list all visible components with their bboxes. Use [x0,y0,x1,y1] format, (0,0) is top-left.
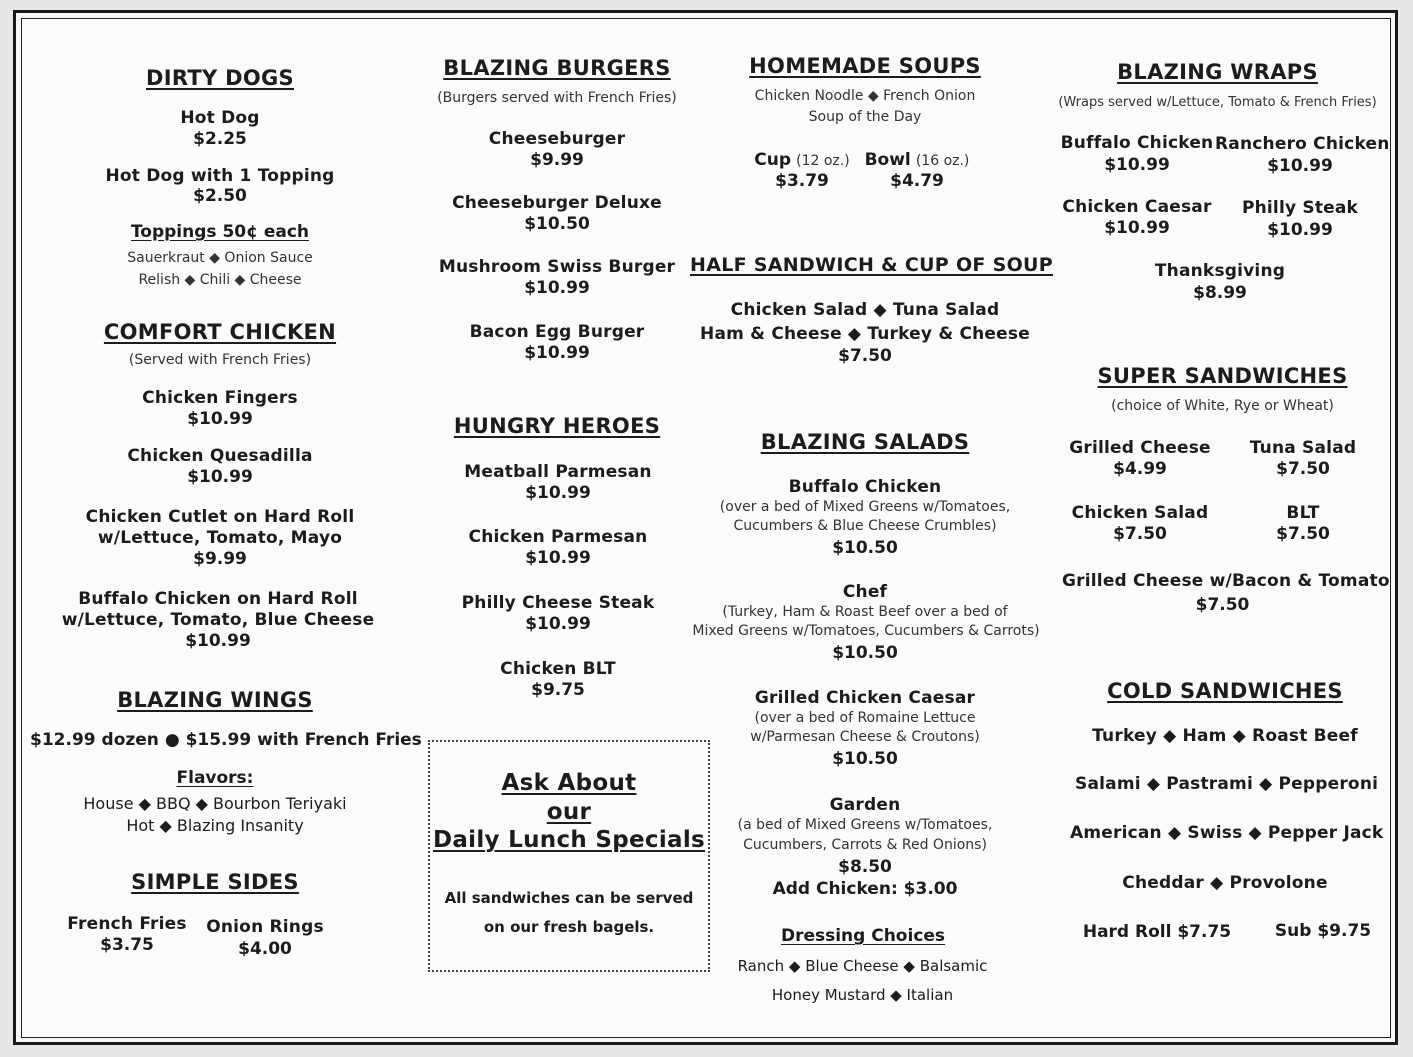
combo-list: Ham & Cheese ◆ Turkey & Cheese [700,324,1030,344]
menu-price: $10.99 [185,631,251,651]
toppings-list: Relish ◆ Chili ◆ Cheese [138,272,302,288]
menu-item: Chicken Quesadilla [127,446,313,466]
menu-price: $7.50 [1113,524,1167,544]
cup-size: (12 oz.) [796,153,850,169]
menu-item-desc: (Turkey, Ham & Roast Beef over a bed of [722,604,1008,620]
menu-price: $4.99 [1113,459,1167,479]
menu-price: $4.00 [238,939,292,959]
menu-item: Mushroom Swiss Burger [438,257,676,277]
menu-price: $10.99 [525,614,591,634]
menu-item: Grilled Chicken Caesar [754,688,976,708]
menu-item: Chicken Cutlet on Hard Roll [85,507,355,527]
section-title: COLD SANDWICHES [1107,679,1343,703]
menu-price: $10.99 [1267,220,1333,240]
menu-item: Ranchero Chicken [1215,134,1390,154]
menu-price: $10.99 [1104,155,1170,175]
combo-list: Chicken Salad ◆ Tuna Salad [730,300,1000,320]
menu-price: $10.99 [1267,156,1333,176]
menu-price: $10.99 [525,483,591,503]
menu-price: $9.75 [531,680,585,700]
cup-label: Cup [754,150,792,170]
menu-price: $10.99 [525,548,591,568]
section-title: SIMPLE SIDES [131,870,299,894]
toppings-list: Sauerkraut ◆ Onion Sauce [127,250,313,266]
menu-price: $10.99 [1104,218,1170,238]
section-title: SUPER SANDWICHES [1097,364,1348,388]
menu-item: Chicken Fingers [142,388,298,408]
menu-price: $9.99 [193,549,247,569]
menu-price: $10.99 [187,409,253,429]
add-chicken-price: Add Chicken: $3.00 [772,879,958,899]
menu-item: Philly Cheese Steak [461,593,655,613]
menu-item: Hot Dog with 1 Topping [105,166,335,186]
soup-list: Soup of the Day [808,109,922,125]
menu-price: $10.99 [524,278,590,298]
section-subtitle: (Wraps served w/Lettuce, Tomato & French Fries) [1058,95,1377,110]
menu-item: Thanksgiving [1154,261,1286,281]
menu-price: $3.75 [100,935,154,955]
menu-item: Chef [842,582,888,602]
menu-item: Onion Rings [206,917,324,937]
menu-item: Chicken BLT [500,659,616,679]
menu-item: Buffalo Chicken [1060,133,1214,153]
section-subtitle: (choice of White, Rye or Wheat) [1111,398,1334,414]
bagel-note: on our fresh bagels. [483,918,655,936]
menu-price: $8.50 [838,857,892,877]
meat-list: Turkey ◆ Ham ◆ Roast Beef [1092,726,1358,746]
section-title: DIRTY DOGS [146,66,294,90]
cup-price: $3.79 [775,171,829,191]
section-title: BLAZING SALADS [760,430,970,454]
dressing-list: Ranch ◆ Blue Cheese ◆ Balsamic [737,957,988,975]
dressing-list: Honey Mustard ◆ Italian [771,986,954,1004]
menu-price: $10.50 [832,749,898,769]
menu-item-desc: (a bed of Mixed Greens w/Tomatoes, [737,817,993,833]
sub-price: Sub $9.75 [1274,921,1372,941]
soup-list: Chicken Noodle ◆ French Onion [754,88,976,104]
flavors-list: Hot ◆ Blazing Insanity [126,816,304,835]
specials-box [428,740,710,972]
meat-list: Salami ◆ Pastrami ◆ Pepperoni [1075,774,1379,794]
menu-item-desc: Mixed Greens w/Tomatoes, Cucumbers & Carrots) [692,623,1040,639]
menu-item: Cheeseburger [488,129,626,149]
menu-price: $8.99 [1193,283,1247,303]
menu-price: $2.50 [193,186,247,206]
flavors-list: House ◆ BBQ ◆ Bourbon Teriyaki [83,794,347,813]
bowl-price: $4.79 [890,171,944,191]
cup-option [742,150,862,170]
cheese-list: American ◆ Swiss ◆ Pepper Jack [1070,823,1384,843]
menu-price: $10.50 [524,214,590,234]
menu-item-desc: Cucumbers & Blue Cheese Crumbles) [733,518,997,534]
menu-item: Grilled Cheese [1069,438,1211,458]
menu-price: $10.99 [524,343,590,363]
wings-prices: $12.99 dozen ● $15.99 with French Fries [30,730,422,750]
section-title: HUNGRY HEROES [453,414,661,438]
menu-price: $7.50 [1276,524,1330,544]
menu-price: $9.99 [530,150,584,170]
menu-price: $7.50 [1276,459,1330,479]
menu-price: $10.50 [832,643,898,663]
section-title: BLAZING WINGS [117,688,313,712]
menu-item: Hot Dog [180,108,260,128]
menu-price: $7.50 [838,346,892,366]
menu-item: Cheeseburger Deluxe [452,193,662,213]
menu-item-desc: w/Parmesan Cheese & Croutons) [750,729,980,745]
menu-item: Bacon Egg Burger [469,322,645,342]
bowl-size: (16 oz.) [915,153,970,169]
section-title: BLAZING WRAPS [1117,60,1318,84]
specials-heading: Ask About [501,770,637,796]
menu-item: Chicken Caesar [1062,197,1212,217]
menu-item: French Fries [67,914,187,934]
menu-item: BLT [1286,503,1320,523]
bowl-option [857,150,977,170]
section-title: COMFORT CHICKEN [103,320,337,344]
hard-roll-price: Hard Roll $7.75 [1082,922,1232,942]
menu-item-detail: w/Lettuce, Tomato, Blue Cheese [61,610,375,630]
menu-item: Garden [829,795,901,815]
menu-item-desc: (over a bed of Romaine Lettuce [754,710,976,726]
menu-price: $2.25 [193,129,247,149]
menu-item: Grilled Cheese w/Bacon & Tomato [1062,571,1390,591]
section-title: HALF SANDWICH & CUP OF SOUP [690,254,1053,276]
menu-item: Buffalo Chicken on Hard Roll [78,589,358,609]
menu-price: $10.99 [187,467,253,487]
specials-heading: our [546,799,592,825]
menu-item: Buffalo Chicken [788,477,942,497]
section-subtitle: (Burgers served with French Fries) [437,90,677,106]
menu-item: Chicken Parmesan [468,527,648,547]
cheese-list: Cheddar ◆ Provolone [1122,873,1328,893]
menu-item: Chicken Salad [1071,503,1209,523]
menu-item-desc: (over a bed of Mixed Greens w/Tomatoes, [719,499,1011,515]
menu-item: Tuna Salad [1249,438,1357,458]
dressing-title: Dressing Choices [780,926,946,946]
bowl-label: Bowl [864,150,911,170]
section-subtitle: (Served with French Fries) [128,352,312,368]
toppings-title: Toppings 50¢ each [130,222,310,242]
specials-heading: Daily Lunch Specials [432,827,706,853]
menu-item-desc: Cucumbers, Carrots & Red Onions) [743,837,987,853]
bagel-note: All sandwiches can be served [444,889,694,907]
menu-item: Meatball Parmesan [464,462,652,482]
menu-price: $7.50 [1195,595,1250,615]
menu-item-detail: w/Lettuce, Tomato, Mayo [97,528,343,548]
section-title: HOMEMADE SOUPS [749,54,981,78]
menu-item: Philly Steak [1241,198,1359,218]
flavors-title: Flavors: [176,768,254,788]
menu-price: $10.50 [832,538,898,558]
section-title: BLAZING BURGERS [443,56,671,80]
